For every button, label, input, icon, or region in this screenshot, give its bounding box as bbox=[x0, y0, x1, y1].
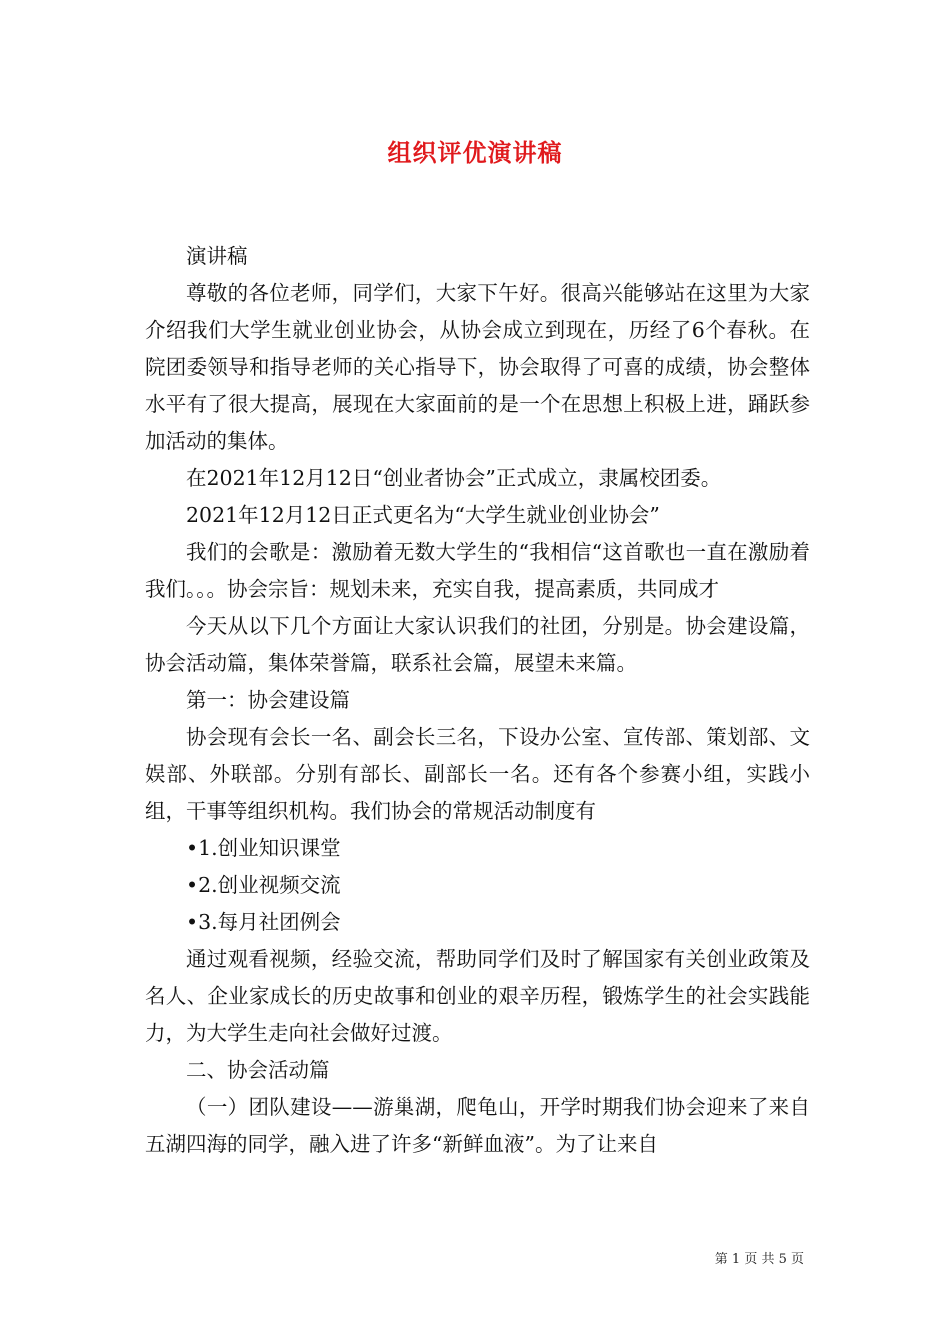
document-body bbox=[145, 238, 810, 1163]
section-heading-1: 第一：协会建设篇 bbox=[186, 688, 350, 712]
list-item: •2.创业视频交流 bbox=[186, 873, 341, 897]
paragraph-purpose: 通过观看视频，经验交流，帮助同学们及时了解国家有关创业政策及名人、企业家成长的历史故事和创业的艰辛历程，锻炼学生的社会实践能力，为大学生走向社会做好过渡。 bbox=[145, 947, 810, 1045]
list-item: •1.创业知识课堂 bbox=[186, 836, 341, 860]
list-item: •3.每月社团例会 bbox=[186, 910, 341, 934]
paragraph-structure: 协会现有会长一名、副会长三名，下设办公室、宣传部、策划部、文娱部、外联部。分别有部长、副部长一名。还有各个参赛小组，实践小组，干事等组织机构。我们协会的常规活动制度有 bbox=[145, 725, 810, 823]
paragraph-greeting: 尊敬的各位老师，同学们，大家下午好。很高兴能够站在这里为大家介绍我们大学生就业创业协会，从协会成立到现在，历经了6个春秋。在院团委领导和指导老师的关心指导下，协会取得了可喜的成绩，协会整体水平有了很大提高，展现在大家面前的是一个在思想上积极上进，踊跃参加活动的集体。 bbox=[145, 281, 810, 453]
paragraph-founding: 在2021年12月12日“创业者协会”正式成立，隶属校团委。 bbox=[186, 466, 722, 490]
page-number: 第 1 页 共 5 页 bbox=[714, 1252, 804, 1267]
section-heading-2: 二、协会活动篇 bbox=[186, 1058, 330, 1082]
paragraph-renaming: 2021年12月12日正式更名为“大学生就业创业协会” bbox=[186, 503, 660, 527]
paragraph-anthem: 我们的会歌是：激励着无数大学生的“我相信“这首歌也一直在激励着我们。。。协会宗旨：规划未来，充实自我，提高素质，共同成才 bbox=[145, 540, 810, 601]
document-title: 组织评优演讲稿 bbox=[387, 138, 563, 167]
paragraph-heading: 演讲稿 bbox=[186, 244, 248, 268]
paragraph-team-building: （一）团队建设——游巢湖，爬龟山，开学时期我们协会迎来了来自五湖四海的同学，融入进了许多“新鲜血液”。为了让来自 bbox=[145, 1095, 810, 1156]
paragraph-overview: 今天从以下几个方面让大家认识我们的社团，分别是。协会建设篇，协会活动篇，集体荣誉篇，联系社会篇，展望未来篇。 bbox=[145, 614, 810, 675]
